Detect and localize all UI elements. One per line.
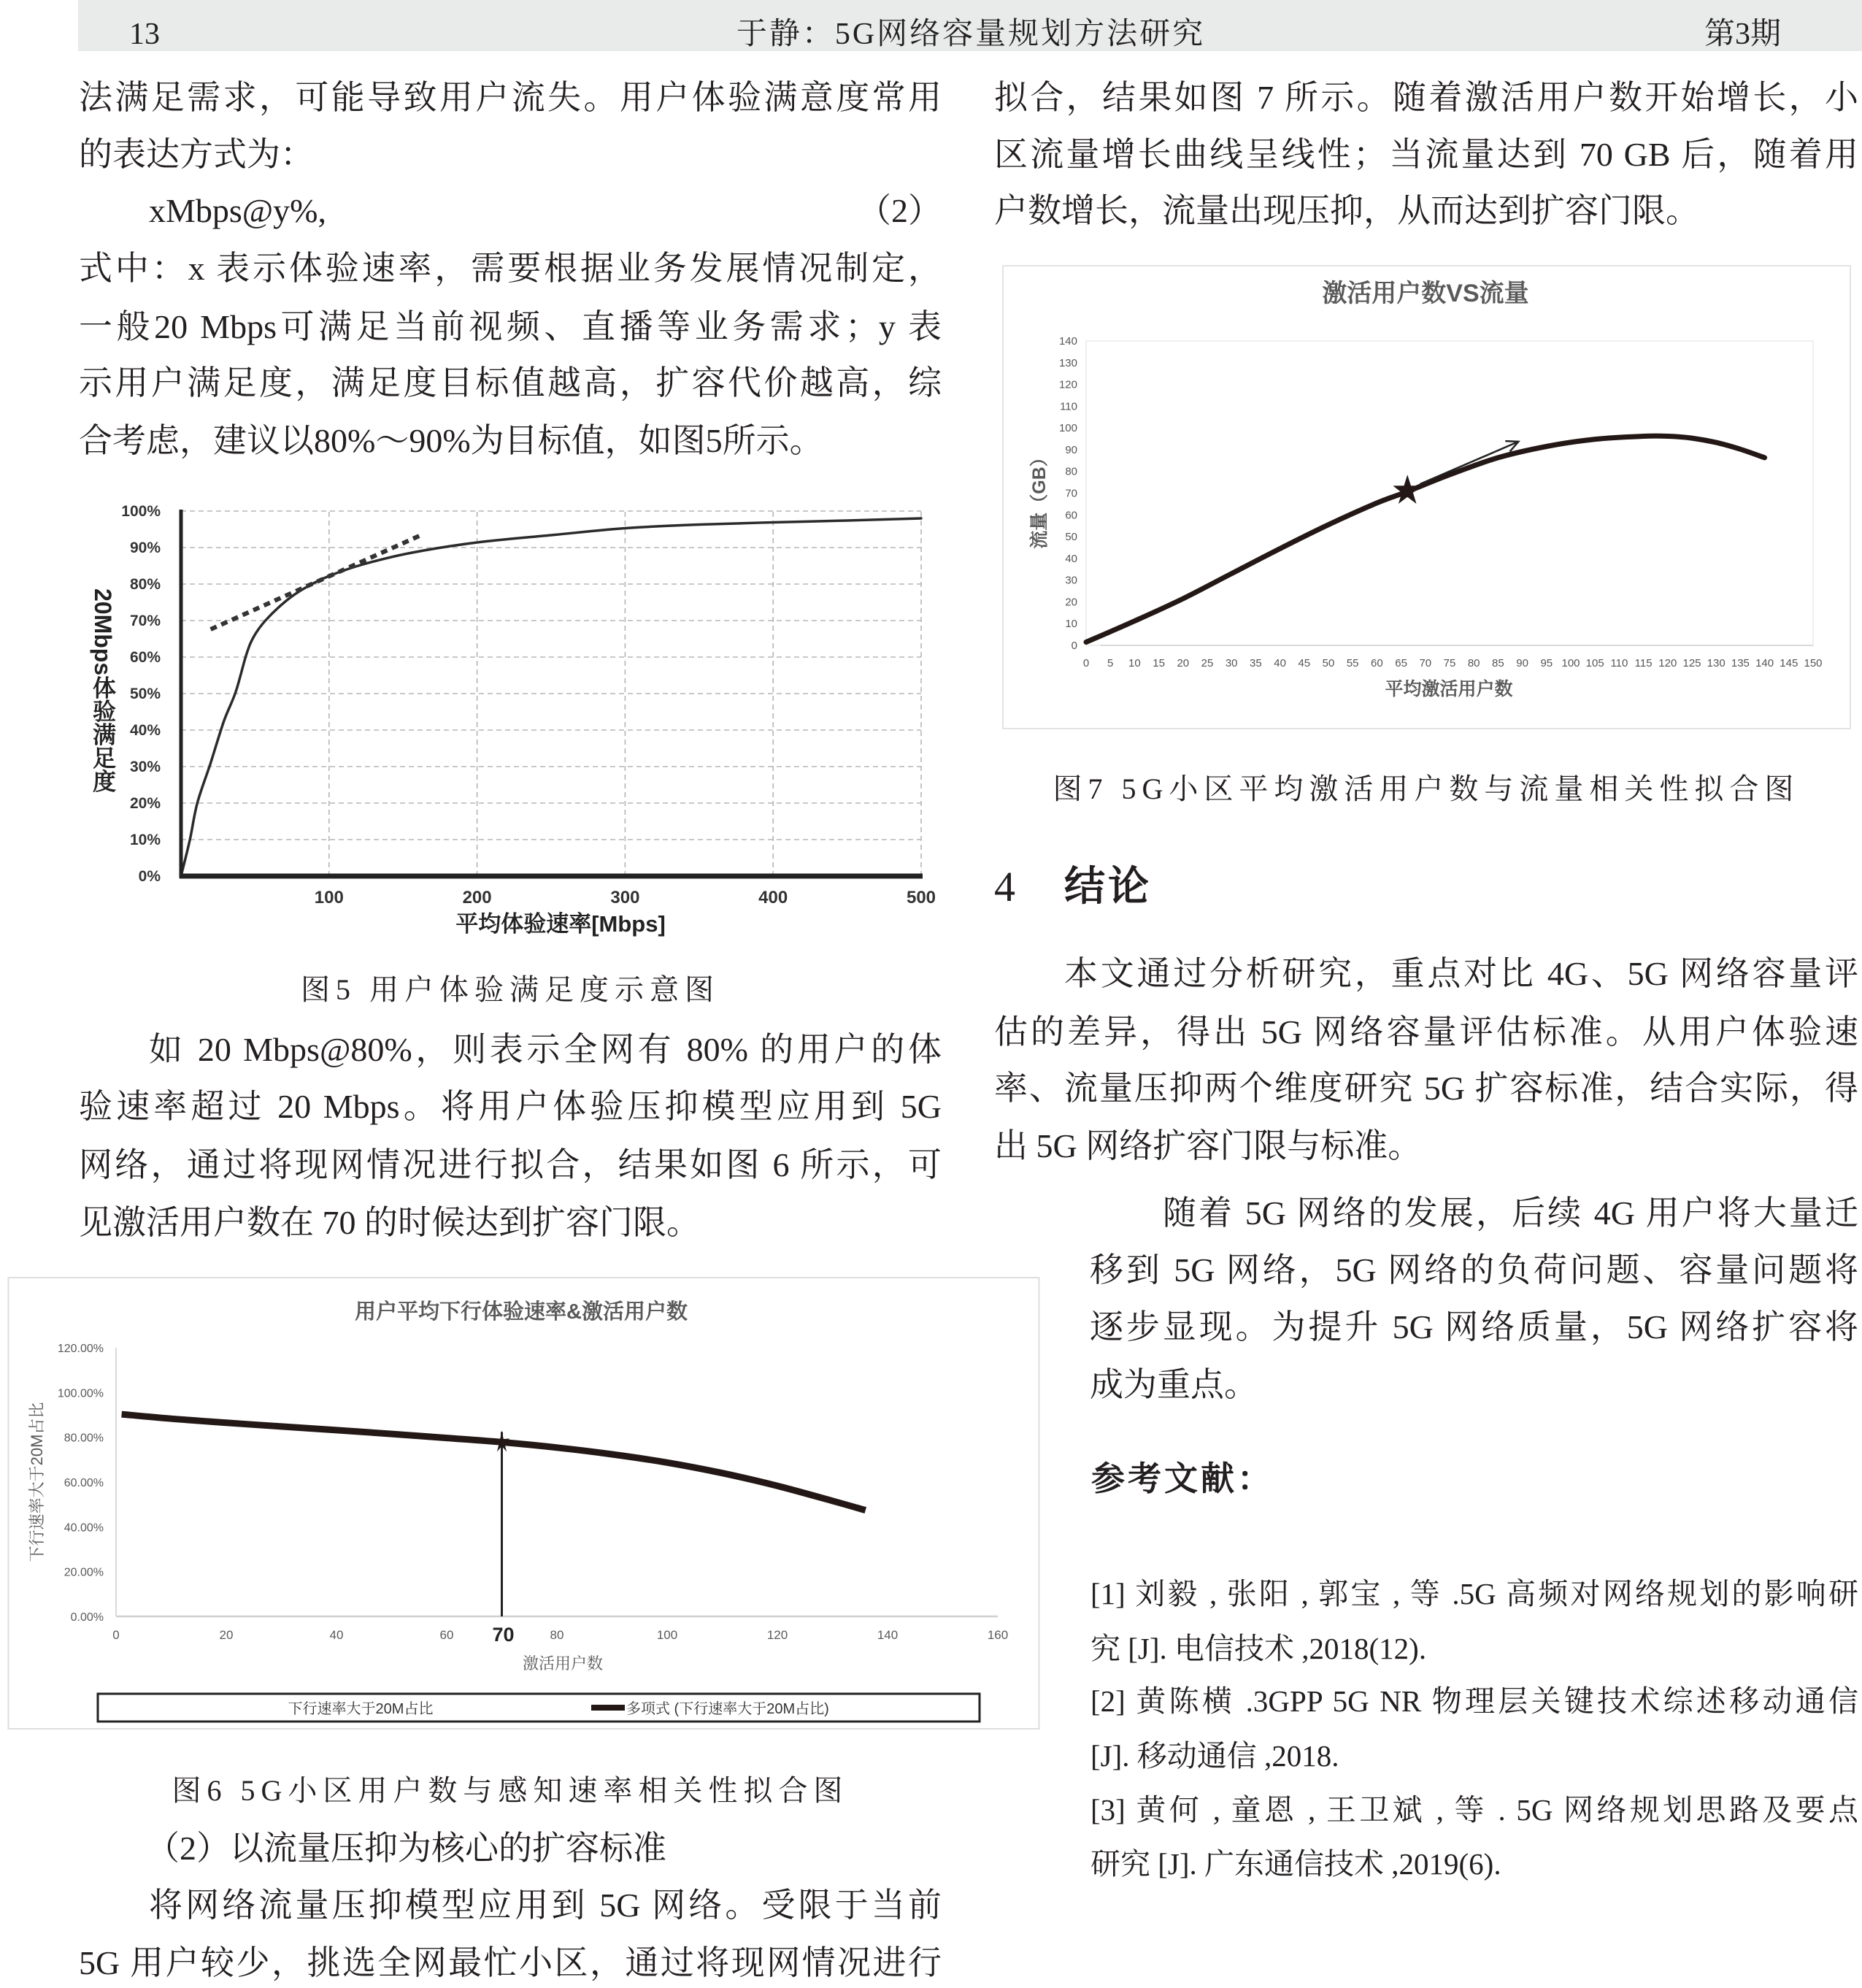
y-tick-label: 120.00% — [57, 1343, 104, 1355]
x-tick-label: 40 — [329, 1628, 344, 1642]
reference-line: [3] 黄何 , 童恩 , 王卫斌 , 等 . 5G 网络规划思路及要点 — [1090, 1793, 1858, 1827]
y-tick-label: 20 — [1065, 596, 1077, 609]
x-tick-label: 80 — [1467, 657, 1480, 669]
y-tick-label: 120 — [1058, 378, 1077, 391]
y-tick-label: 60 — [1065, 509, 1077, 522]
x-tick-label: 150 — [1804, 657, 1823, 669]
x-tick-label: 65 — [1395, 657, 1407, 669]
trendline-curve — [122, 1414, 866, 1511]
paragraph-line: 成为重点。 — [1090, 1366, 1258, 1403]
x-tick-label: 35 — [1250, 657, 1262, 669]
paragraph-line: 随着 5G 网络的发展，后续 4G 用户将大量迁 — [1163, 1194, 1858, 1232]
subsection-heading: （2）以流量压抑为核心的扩容标准 — [146, 1830, 666, 1867]
y-tick-label: 10% — [129, 832, 161, 848]
paragraph-line: 如 20 Mbps@80%，则表示全网有 80% 的用户的体 — [149, 1031, 942, 1068]
reference-line: [1] 刘毅 , 张阳 , 郭宝 , 等 .5G 高频对网络规划的影响研 — [1090, 1577, 1858, 1611]
figure-5 — [73, 482, 949, 949]
y-tick-label: 40 — [1065, 552, 1077, 565]
y-tick-label: 50 — [1065, 531, 1077, 544]
x-tick-label: 400 — [758, 888, 788, 907]
x-tick-label: 15 — [1153, 657, 1165, 669]
paragraph-line: 网络，通过将现网情况进行拟合，结果如图 6 所示，可 — [79, 1146, 942, 1183]
y-tick-label: 80 — [1065, 465, 1077, 478]
y-tick-label: 140 — [1058, 335, 1077, 348]
figure-7-chart — [1000, 263, 1854, 734]
y-tick-label: 40% — [129, 722, 161, 739]
x-tick-label: 100 — [1561, 657, 1580, 669]
x-tick-label: 125 — [1682, 657, 1701, 669]
running-title: 于静：5G网络容量规划方法研究 — [736, 18, 1206, 51]
figure-6-marks — [58, 1343, 1008, 1646]
figure-5-marks — [121, 503, 936, 907]
figure-7-marks — [1059, 335, 1823, 669]
paragraph-line: 拟合，结果如图 7 所示。随着激活用户数开始增长，小 — [994, 79, 1858, 116]
y-tick-label: 90 — [1065, 443, 1077, 456]
x-tick-label: 90 — [1516, 657, 1528, 669]
x-tick-label: 20 — [219, 1628, 234, 1642]
x-tick-label: 0 — [112, 1628, 120, 1642]
y-tick-label: 100% — [121, 503, 161, 520]
y-tick-label: 80% — [129, 576, 161, 593]
issue-number: 第3期 — [1704, 18, 1781, 51]
formula-number: （2） — [858, 192, 942, 229]
legend — [98, 1694, 980, 1722]
x-tick-label: 110 — [1610, 657, 1628, 669]
legend-item-data: 下行速率大于20M占比 — [288, 1701, 434, 1717]
paragraph-line: 移到 5G 网络，5G 网络的负荷问题、容量问题将 — [1090, 1251, 1858, 1289]
figure-6-chart — [7, 1274, 1041, 1734]
y-tick-label: 110 — [1060, 400, 1077, 413]
threshold-label: 70 — [492, 1624, 515, 1646]
x-tick-label: 40 — [1274, 657, 1286, 669]
y-tick-label: 20.00% — [64, 1566, 104, 1579]
references-heading: 参考文献： — [1091, 1459, 1274, 1498]
y-axis-label: 下行速率大于20M占比 — [28, 1402, 46, 1562]
paragraph-line: 逐步显现。为提升 5G 网络质量，5G 网络扩容将 — [1090, 1308, 1858, 1346]
paragraph-line: 户数增长，流量出现压抑，从而达到扩容门限。 — [994, 192, 1699, 229]
x-axis-label: 平均激活用户数 — [1385, 679, 1513, 699]
x-tick-label: 25 — [1201, 657, 1214, 669]
paragraph-line: 见激活用户数在 70 的时候达到扩容门限。 — [79, 1204, 700, 1241]
y-tick-label: 70% — [129, 613, 161, 629]
y-tick-label: 30 — [1065, 574, 1077, 587]
reference-line: [2] 黄陈横 .3GPP 5G NR 物理层关键技术综述移动通信 — [1090, 1684, 1858, 1718]
section-title: 结论 — [1064, 863, 1152, 910]
x-axis-label: 激活用户数 — [522, 1654, 604, 1673]
section-number: 4 — [994, 863, 1015, 910]
paragraph-line: 估的差异，得出 5G 网络容量评估标准。从用户体验速 — [994, 1013, 1858, 1051]
y-axis-label: 20Mbps体验满足度 — [90, 588, 116, 793]
figure-caption: 图5 用户体验满足度示意图 — [301, 973, 720, 1006]
y-tick-label: 60.00% — [64, 1477, 104, 1489]
x-tick-label: 55 — [1346, 657, 1359, 669]
x-tick-label: 120 — [766, 1628, 788, 1642]
paragraph-line: 示用户满足度，满足度目标值越高，扩容代价越高，综 — [79, 364, 942, 402]
x-tick-label: 95 — [1540, 657, 1553, 669]
x-tick-label: 10 — [1128, 657, 1141, 669]
x-tick-label: 60 — [1371, 657, 1383, 669]
figure-7 — [1000, 263, 1854, 734]
y-tick-label: 30% — [129, 759, 161, 775]
x-tick-label: 120 — [1658, 657, 1677, 669]
paragraph-line: 本文通过分析研究，重点对比 4G、5G 网络容量评 — [1064, 955, 1858, 992]
x-tick-label: 300 — [610, 888, 640, 907]
x-tick-label: 135 — [1731, 657, 1750, 669]
figure-6 — [7, 1274, 1041, 1734]
paragraph-line: 区流量增长曲线呈线性；当流量达到 70 GB 后，随着用 — [994, 136, 1858, 173]
paragraph-line: 一般20 Mbps可满足当前视频、直播等业务需求；y 表 — [79, 308, 942, 345]
paragraph-line: 将网络流量压抑模型应用到 5G 网络。受限于当前 — [149, 1887, 942, 1924]
reference-line: 究 [J]. 电信技术 ,2018(12). — [1090, 1632, 1427, 1665]
legend-item-trendline: 多项式 (下行速率大于20M占比) — [626, 1701, 829, 1717]
chart-title: 用户平均下行体验速率&激活用户数 — [355, 1300, 688, 1324]
paragraph-line: 的表达方式为： — [79, 136, 314, 173]
plot-area — [1086, 341, 1813, 645]
x-tick-label: 5 — [1107, 657, 1114, 669]
x-tick-label: 75 — [1443, 657, 1456, 669]
x-tick-label: 30 — [1225, 657, 1238, 669]
x-tick-label: 60 — [439, 1628, 454, 1642]
paragraph-line: 式中：x 表示体验速率，需要根据业务发展情况制定， — [79, 250, 942, 287]
x-tick-label: 115 — [1634, 657, 1653, 669]
paragraph-line: 5G 用户较少，挑选全网最忙小区，通过将现网情况进行 — [79, 1944, 942, 1981]
paragraph-line: 法满足需求，可能导致用户流失。用户体验满意度常用 — [79, 79, 942, 116]
y-tick-label: 130 — [1058, 356, 1077, 369]
y-axis-label: 流量（GB） — [1029, 448, 1050, 549]
x-tick-label: 130 — [1707, 657, 1726, 669]
x-tick-label: 105 — [1585, 657, 1604, 669]
chart-title: 激活用户数VS流量 — [1322, 280, 1529, 307]
traffic-curve — [1086, 436, 1765, 642]
y-tick-label: 40.00% — [64, 1521, 104, 1535]
reference-line: [J]. 移动通信 ,2018. — [1090, 1739, 1339, 1773]
x-tick-label: 50 — [1322, 657, 1335, 669]
y-tick-label: 90% — [129, 540, 161, 556]
x-tick-label: 100 — [314, 888, 344, 907]
x-tick-label: 200 — [462, 888, 492, 907]
x-tick-label: 20 — [1177, 657, 1190, 669]
y-tick-label: 60% — [129, 649, 161, 666]
x-tick-label: 85 — [1492, 657, 1504, 669]
y-tick-label: 100 — [1058, 422, 1077, 435]
x-tick-label: 160 — [987, 1628, 1009, 1642]
x-tick-label: 500 — [906, 888, 936, 907]
paragraph-line: 出 5G 网络扩容门限与标准。 — [994, 1127, 1422, 1164]
y-tick-label: 20% — [129, 795, 161, 812]
x-tick-label: 80 — [550, 1628, 564, 1642]
x-tick-label: 0 — [1082, 657, 1090, 669]
paragraph-line: 率、流量压抑两个维度研究 5G 扩容标准，结合实际，得 — [994, 1070, 1858, 1107]
figure-caption: 图6 5G小区用户数与感知速率相关性拟合图 — [172, 1774, 849, 1807]
y-tick-label: 70 — [1065, 487, 1077, 500]
y-tick-label: 10 — [1065, 618, 1077, 631]
y-tick-label: 50% — [129, 686, 161, 702]
y-tick-label: 80.00% — [64, 1432, 104, 1445]
y-tick-label: 0 — [1071, 640, 1077, 652]
reference-line: 研究 [J]. 广东通信技术 ,2019(6). — [1090, 1847, 1501, 1881]
x-tick-label: 140 — [1755, 657, 1774, 669]
x-tick-label: 45 — [1298, 657, 1311, 669]
paragraph-line: 验速率超过 20 Mbps。将用户体验压抑模型应用到 5G — [79, 1088, 942, 1125]
x-tick-label: 145 — [1780, 657, 1798, 669]
arrow-shaft — [1420, 442, 1518, 484]
curve-line — [181, 518, 921, 876]
page-number: 13 — [129, 18, 160, 51]
x-tick-label: 100 — [656, 1628, 678, 1642]
y-tick-label: 100.00% — [57, 1387, 104, 1400]
figure-5-chart — [73, 482, 949, 949]
formula-expression: xMbps@y%, — [149, 192, 326, 229]
y-tick-label: 0% — [138, 868, 161, 885]
y-tick-label: 0.00% — [70, 1611, 104, 1624]
figure-caption: 图7 5G小区平均激活用户数与流量相关性拟合图 — [1053, 772, 1800, 805]
x-axis-label: 平均体验速率[Mbps] — [455, 911, 666, 937]
legend-box — [98, 1694, 980, 1722]
x-tick-label: 70 — [1419, 657, 1432, 669]
paragraph-line: 合考虑，建议以80%～90%为目标值，如图5所示。 — [79, 422, 823, 459]
x-tick-label: 140 — [877, 1628, 899, 1642]
